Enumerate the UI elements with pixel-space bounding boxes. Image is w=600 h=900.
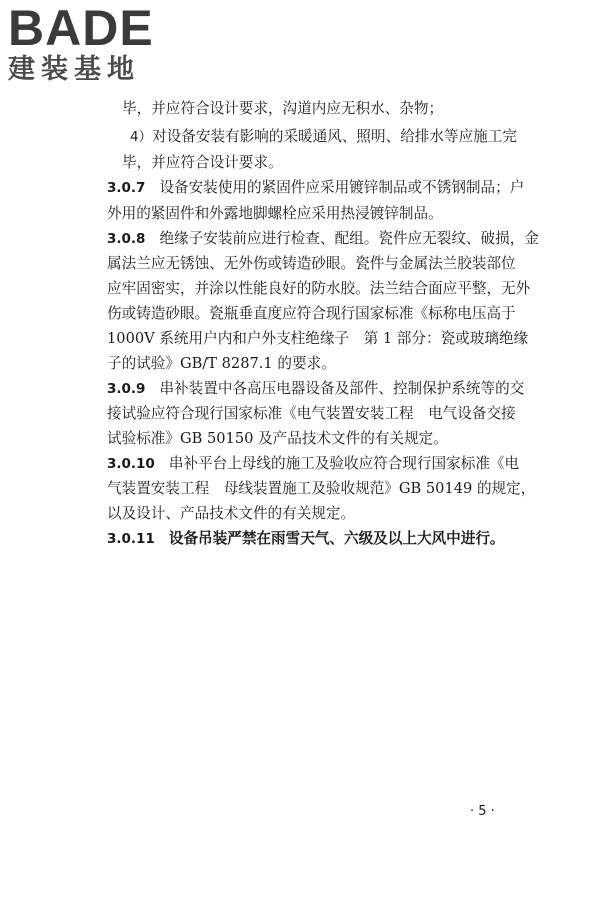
list-item-4: [130, 126, 517, 148]
clause-number: 3.0.9: [107, 381, 146, 397]
text-line: 以及设计、产品技术文件的有关规定。: [107, 505, 356, 522]
text-line: 气装置安装工程 母线装置施工及验收规范》GB 50149 的规定，: [107, 480, 536, 497]
clause-3-0-8: [107, 228, 539, 250]
clause-number: 3.0.10: [107, 456, 155, 472]
text-line: 属法兰应无锈蚀、无外伤或铸造砂眼。瓷件与金属法兰胶装部位: [107, 255, 516, 272]
text-line: 试验标准》GB 50150 及产品技术文件的有关规定。: [107, 430, 448, 447]
text-line: 毕，并应符合设计要求，沟道内应无积水、杂物；: [122, 100, 444, 117]
logo-wordmark: BADE: [8, 0, 154, 56]
text-line: 外用的紧固件和外露地脚螺栓应采用热浸镀锌制品。: [107, 205, 443, 222]
text-line: 应牢固密实，并涂以性能良好的防水胶。法兰结合面应平整，无外: [107, 280, 531, 297]
clause-3-0-9: [107, 378, 524, 400]
clause-text: 设备吊装严禁在雨雪天气、六级及以上大风中进行。: [168, 530, 505, 547]
clause-text: 绝缘子安装前应进行检查、配组。瓷件应无裂纹、破损，金: [159, 230, 539, 247]
page-number: · 5 ·: [470, 804, 495, 819]
text-line: 子的试验》GB/T 8287.1 的要求。: [107, 355, 336, 372]
clause-3-0-10: [107, 453, 519, 475]
logo-subtitle: 建装基地: [8, 54, 140, 85]
clause-text: 串补平台上母线的施工及验收应符合现行国家标准《电: [168, 455, 520, 472]
clause-number: 3.0.7: [107, 180, 146, 196]
list-item-text: 对设备安装有影响的采暖通风、照明、给排水等应施工完: [152, 128, 517, 145]
text-line: 1000V 系统用户内和户外支柱绝缘子 第 1 部分：瓷或玻璃绝缘: [107, 330, 529, 347]
clause-number: 3.0.8: [107, 231, 146, 247]
clause-text: 串补装置中各高压电器设备及部件、控制保护系统等的交: [159, 380, 525, 397]
clause-3-0-11: [107, 528, 505, 550]
text-line: 毕，并应符合设计要求。: [122, 154, 283, 171]
clause-3-0-7: [107, 177, 524, 199]
clause-text: 设备安装使用的紧固件应采用镀锌制品或不锈钢制品；户: [159, 179, 525, 196]
text-line: 接试验应符合现行国家标准《电气装置安装工程 电气设备交接: [107, 405, 516, 422]
text-line: 伤或铸造砂眼。瓷瓶垂直度应符合现行国家标准《标称电压高于: [107, 305, 516, 322]
list-item-number: 4）: [130, 129, 153, 145]
clause-number: 3.0.11: [107, 531, 155, 547]
